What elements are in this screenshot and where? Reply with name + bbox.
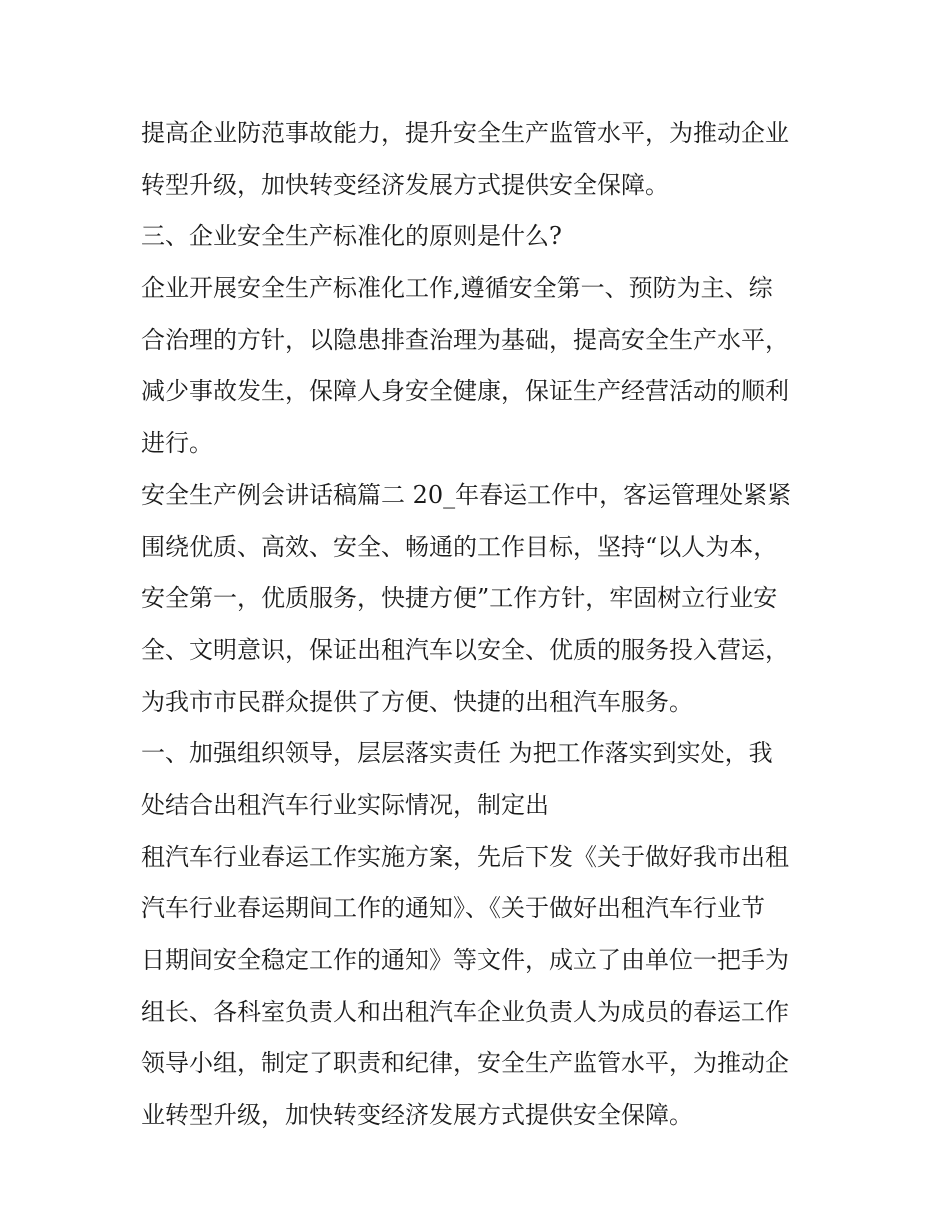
paragraph-line: 安全第一，优质服务，快捷方便”工作方针，牢固树立行业安 bbox=[141, 584, 778, 613]
document-body bbox=[141, 108, 821, 1142]
paragraph-line: 领导小组，制定了职责和纪律，安全生产监管水平，为推动企 bbox=[141, 1049, 789, 1078]
paragraph-line: 进行。 bbox=[141, 429, 213, 458]
paragraph-line: 企业开展安全生产标准化工作,遵循安全第一、预防为主、综 bbox=[141, 274, 773, 303]
paragraph-line: 围绕优质、高效、安全、畅通的工作目标，坚持“以人为本， bbox=[141, 532, 778, 561]
paragraph-line: 汽车行业春运期间工作的通知》、《关于做好出租汽车行业节 bbox=[141, 894, 765, 923]
paragraph-line: 组长、各科室负责人和出租汽车企业负责人为成员的春运工作 bbox=[141, 997, 789, 1026]
paragraph-line: 为我市市民群众提供了方便、快捷的出租汽车服务。 bbox=[141, 687, 693, 716]
section-heading: 三、企业安全生产标准化的原则是什么? bbox=[141, 222, 562, 251]
paragraph-line: 日期间安全稳定工作的通知》等文件，成立了由单位一把手为 bbox=[141, 946, 789, 974]
paragraph-line: 全、文明意识，保证出租汽车以安全、优质的服务投入营运， bbox=[141, 635, 789, 664]
paragraph-line: 减少事故发生，保障人身安全健康，保证生产经营活动的顺利 bbox=[141, 377, 789, 406]
paragraph-line: 安全生产例会讲话稿篇二 20_年春运工作中，客运管理处紧紧 bbox=[141, 480, 792, 509]
paragraph-line: 业转型升级，加快转变经济发展方式提供安全保障。 bbox=[141, 1101, 693, 1130]
section-heading: 一、加强组织领导，层层落实责任 为把工作落实到实处，我 bbox=[141, 739, 773, 768]
paragraph-line: 合治理的方针，以隐患排查治理为基础，提高安全生产水平， bbox=[141, 325, 789, 354]
paragraph-line: 处结合出租汽车行业实际情况，制定出 bbox=[141, 790, 549, 819]
paragraph-line: 租汽车行业春运工作实施方案，先后下发《关于做好我市出租 bbox=[141, 842, 789, 871]
paragraph-line: 提高企业防范事故能力，提升安全生产监管水平，为推动企业 bbox=[141, 119, 789, 147]
paragraph-line: 转型升级，加快转变经济发展方式提供安全保障。 bbox=[141, 170, 669, 199]
